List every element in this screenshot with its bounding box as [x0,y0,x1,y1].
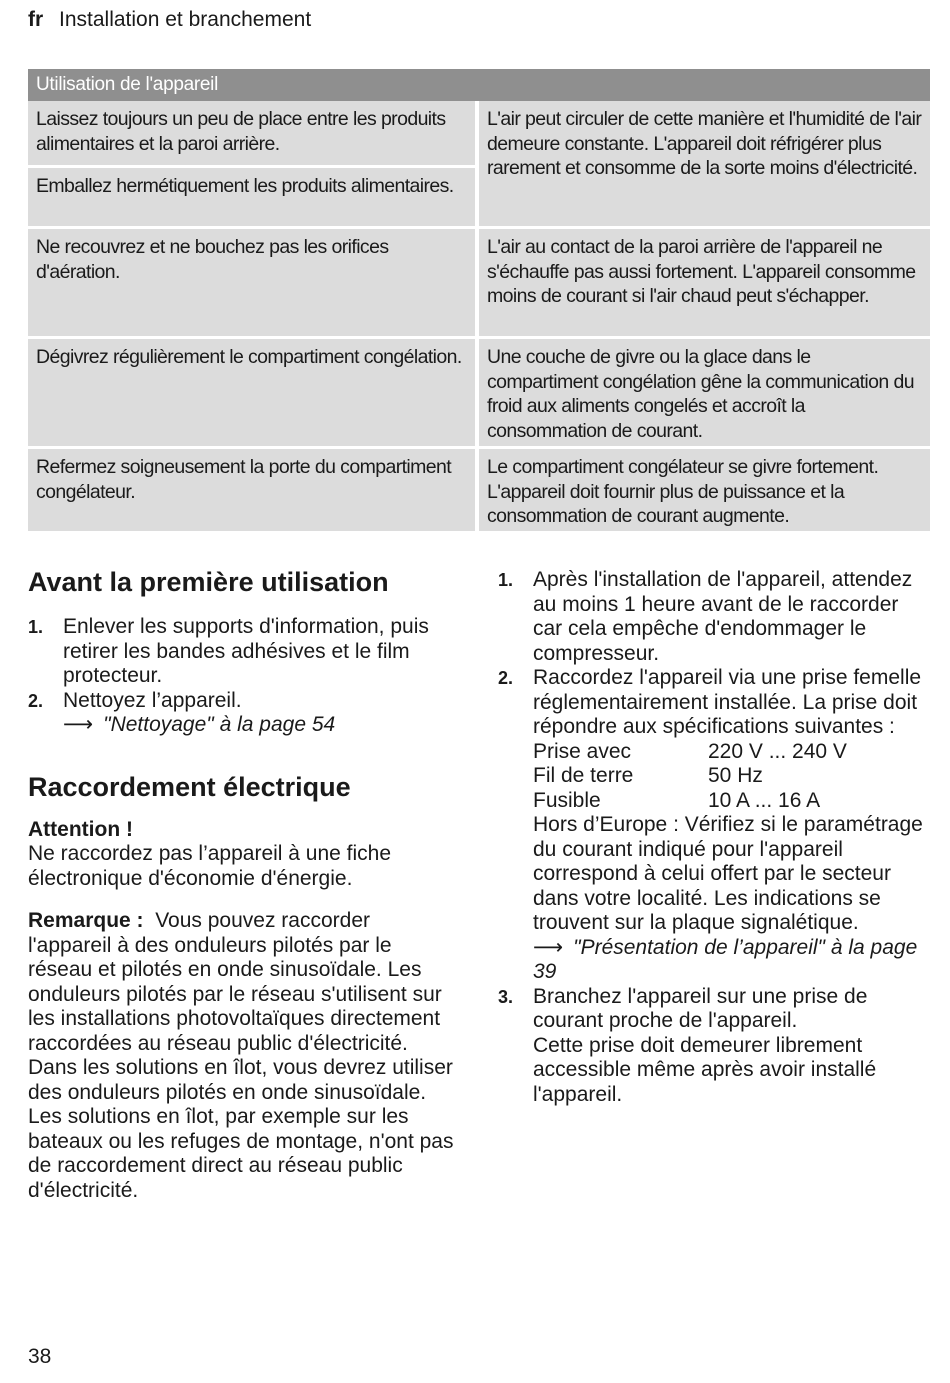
step-number: 1. [498,570,514,590]
list-item [498,666,930,985]
remark-label: Remarque : [28,909,144,932]
arrow-icon: ⟶ [533,935,564,959]
first-use-heading: Avant la première utilisation [28,567,389,597]
xref-text: "Nettoyage" à la page 54 [103,713,336,736]
spec-key: Fil de terre [533,764,634,787]
table-cell-left: Ne recouvrez et ne bouchez pas les orifices d'aération. [28,226,479,336]
step-text: Hors d’Europe : Vérifiez si le paramétrage du courant indiqué pour l'appareil correspond à celui offert par le secteur dans votre localité. Les indications se trouvent sur la plaque signalétique. [533,813,923,934]
table-cell-right: Une couche de givre ou la glace dans le compartiment congélation gêne la communication du froid aux aliments congelés et accroît la consommation de courant. [479,336,930,446]
step-text: Nettoyez l’appareil. [63,688,242,712]
step-text: Raccordez l'appareil via une prise femelle réglementairement installée. La prise doit répondre aux spécifications suivantes : [533,666,922,738]
attention-label: Attention ! [28,817,133,841]
table-cell-left: Dégivrez régulièrement le compartiment congélation. [28,336,479,446]
list-item [28,689,458,738]
language-code: fr [28,8,44,31]
usage-table [28,101,930,531]
right-column [498,568,930,1107]
remark-text: Vous pouvez raccorder l'appareil à des onduleurs pilotés par le réseau et pilotés en onde sinusoïdale. Les onduleurs pilotés par le réseau s'utilisent sur les installations photovoltaïques directement raccordées au réseau public d'électricité. Dans les solutions en îlot, vous devrez utiliser des onduleurs pilotés en onde sinusoïdale. Les solutions en îlot, par exemple sur les bateaux ou les refuges de montage, n'ont pas de raccordement direct au réseau public d'électricité. [28,909,454,1202]
step-number: 2. [498,668,514,688]
xref-text: "Présentation de l’appareil" à la page 39 [533,935,918,983]
step-number: 1. [28,617,44,637]
table-cell-left: Refermez soigneusement la porte du compartiment congélateur. [28,446,479,531]
electrical-heading: Raccordement électrique [28,771,351,802]
list-item [28,615,458,689]
usage-table-header [28,69,930,101]
spec-table [533,740,930,814]
table-cell-right: Le compartiment congélateur se givre fortement. L'appareil doit fournir plus de puissance et la consommation de courant augmente. [479,446,930,531]
table-heading: Utilisation de l'appareil [28,69,930,101]
spec-key: Prise avec [533,739,632,763]
step-text: Cette prise doit demeurer librement accessible même après avoir installé l'appareil. [533,1033,877,1106]
attention-text: Ne raccordez pas l’appareil à une fiche électronique d'économie d'énergie. [28,842,392,890]
table-cell-right: L'air au contact de la paroi arrière de l'appareil ne s'échauffe pas aussi fortement. L'appareil consomme moins de courant si l'air chaud peut s'échapper. [479,226,930,336]
spec-value: 50 Hz [708,764,763,787]
list-item [498,985,930,1108]
cross-reference-link[interactable] [533,936,917,984]
remark-paragraph [28,909,458,1203]
page-number: 38 [28,1345,52,1368]
left-column [28,565,458,1203]
spec-key: Fusible [533,788,601,812]
page-header [28,8,311,32]
spec-value: 220 V ... 240 V [708,739,847,763]
table-cell-right: L'air peut circuler de cette manière et l'humidité de l'air demeure constante. L'appareil doit réfrigérer plus rarement et consomme de la sorte moins d'électricité. [479,101,930,206]
table-text: Laissez toujours un peu de place entre les produits alimentaires et la paroi arrière. [36,108,446,155]
step-number: 2. [28,690,44,711]
step-text: Enlever les supports d'information, puis retirer les bandes adhésives et le film protecteur. [63,615,429,687]
step-text: Après l'installation de l'appareil, attendez au moins 1 heure avant de le raccorder car cela empêche d'endommager le compresseur. [533,568,913,665]
table-text: Emballez hermétiquement les produits alimentaires. [28,165,475,226]
spec-value: 10 A ... 16 A [708,788,821,812]
cross-reference-link[interactable] [63,713,335,736]
arrow-icon: ⟶ [63,713,94,736]
step-text: Branchez l'appareil sur une prise de courant proche de l'appareil. [533,984,868,1032]
step-number: 3. [498,986,514,1007]
section-title: Installation et branchement [59,8,312,31]
list-item [498,568,930,666]
table-cell-left [28,101,479,226]
